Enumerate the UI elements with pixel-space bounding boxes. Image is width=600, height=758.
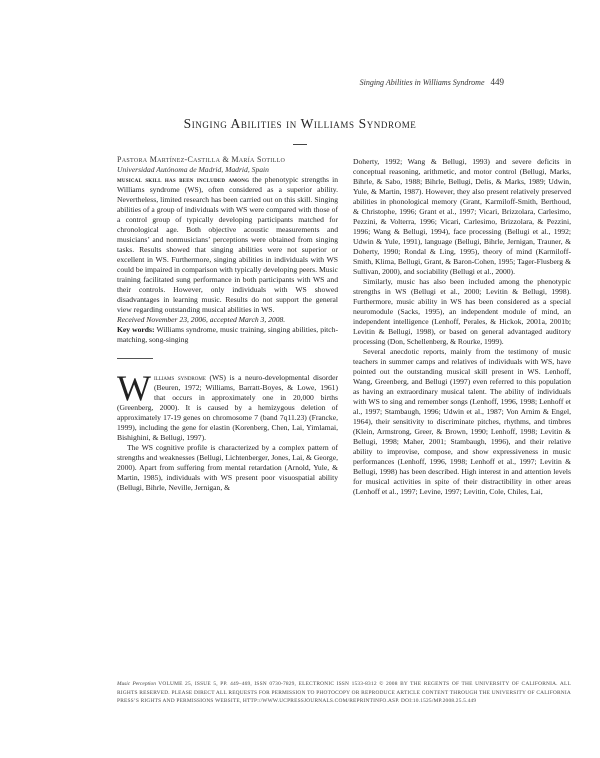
abstract-divider: [117, 358, 153, 359]
affiliation: Universidad Autónoma de Madrid, Madrid, Spain: [117, 165, 269, 174]
article-title: Singing Abilities in Williams Syndrome: [183, 116, 417, 131]
copyright-footer: [117, 680, 571, 706]
right-paragraph-3: Several anecdotic reports, mainly from the testimony of music teachers in summer camps and relatives of individuals with WS, have pointed out the outstanding musical skill present in WS. Lenhoff, Wang, Greenberg, and Bellugi (1997) even referred to this population as having an extraordinary musical talent. The ability of individuals with WS to sing and remember songs (Lenhoff, 1996, 1998; Lenhoff et al., 1997; Stambaugh, 1996; Udwin et al., 1987; Von Arnim & Engel, 1964), their sensitivity to discriminate pitches, rhythms, and timbres (Klein, Armstrong, Greer, & Brown, 1990; Lenhoff, 1998; Levitin & Bellugi, 1998; Maher, 2001; Stambaugh, 1996), and their relative ability to improvise, compose, and show expressiveness in music performances (Lenhoff, 1996, 1998; Lenhoff et al., 1997; Levitin & Bellugi, 1998) has been described. High interest in and attention levels for musical activities in spite of their distractibility in other areas (Lenhoff et al., 1997; Levine, 1997; Levitin, Cole, Chiles, Lai,: [353, 347, 571, 496]
right-column: [353, 157, 571, 497]
received-date: Received November 23, 2006, accepted March 3, 2008.: [117, 315, 286, 324]
intro-lead: illiams syndrome (WS): [153, 373, 226, 382]
footer-text: VOLUME 25, ISSUE 5, PP. 449–469, ISSN 0730-7829, ELECTRONIC ISSN 1533-8312 © 2008 BY THE REGENTS OF THE UNIVERSITY OF CALIFORNIA. ALL RIGHTS RESERVED. PLEASE DIRECT ALL REQUESTS FOR PERMISSION TO PHOTOCOPY OR REPRODUCE ARTICLE CONTENT THROUGH THE UNIVERSITY OF CALIFORNIA PRESS’S RIGHTS AND PERMISSIONS WEBSITE, HTTP://WWW.UCPRESSJOURNALS.COM/REPRINTINFO.ASP. DOI:10.1525/MP.2008.25.5.449: [117, 681, 571, 704]
abstract: [117, 175, 338, 315]
right-paragraph-2: Similarly, music has also been included among the phenotypic strengths in WS (Bellugi et al., 2000; Levitin & Bellugi, 1998). Furthermore, music ability in WS has been considered as a special neuromodule (Sacks, 1995), an independent module of mind, an independent intelligence (Lenhoff, Perales, & Hickok, 2001a, 2001b; Levitin & Bellugi, 1998), or based on general advantaged auditory processing (Don, Schellenberg, & Rourke, 1999).: [353, 277, 571, 346]
keywords: [117, 325, 338, 345]
abstract-text: the phenotypic strengths in Williams syndrome (WS), often considered as a superior ability. Nevertheless, limited research has been carried out on this skill. Singing abilities of a group of individuals with WS were compared with those of a control group of typically developing participants matched for chronological age. Both objective acoustic measurements and musicians’ and nonmusicians’ perceptions were obtained from singing tasks. Results showed that singing abilities were not superior or excellent in WS. Furthermore, singing abilities in individuals with WS could be impaired in comparison with typically developing peers. Music training facilitated sung performance in both participants with WS and their controls. However, only individuals with WS showed disadvantages in learning music. Results do not support the general view regarding outstanding musical abilities in WS.: [117, 175, 338, 314]
running-head: [360, 77, 504, 87]
intro-paragraph-1: [117, 368, 338, 443]
authors: Pastora Martínez-Castilla & María Sotillo: [117, 155, 286, 164]
page-number: 449: [490, 77, 504, 87]
left-column: [117, 155, 338, 493]
intro-paragraph-2: The WS cognitive profile is characterized by a complex pattern of strengths and weaknesses (Bellugi, Lichtenberger, Jones, Lai, & George, 2000). Apart from suffering from mental retardation (Arnold, Yule, & Martin, 1985), individuals with WS present poor visuospatial ability (Bellugi, Bihrle, Neville, Jernigan, &: [117, 443, 338, 492]
drop-cap: W: [117, 368, 151, 408]
keywords-label: Key words:: [117, 325, 155, 334]
running-head-title: Singing Abilities in Williams Syndrome: [359, 78, 485, 87]
abstract-lead: musical skill has been included among: [117, 175, 250, 184]
title-divider: [293, 144, 307, 145]
keywords-text: Williams syndrome, music training, singing abilities, pitch-matching, song-singing: [117, 325, 338, 344]
right-paragraph-1: Doherty, 1992; Wang & Bellugi, 1993) and severe deficits in conceptual reasoning, arithmetic, and motor control (Bellugi, Marks, Bihrle, & Sabo, 1988; Bihrle, Bellugi, Delis, & Marks, 1989; Udwin, Yule, & Martin, 1987). However, they also present relatively preserved abilities in phonological memory (Grant, Karmiloff-Smith, Berthoud, & Christophe, 1996; Grant et al., 1997; Vicari, Brizzolara, Carlesimo, Pezzini, & Volterra, 1996; Vicari, Carlesimo, Brizzolara, & Pezzini, 1996; Wang & Bellugi, 1994), face processing (Bellugi et al., 1992; Udwin & Yule, 1991), language (Bellugi, Bihrle, Jernigan, Trauner, & Doherty, 1990; Rondal & Ling, 1995), theory of mind (Karmiloff-Smith, Klima, Bellugi, Grant, & Baron-Cohen, 1995; Tager-Flusberg & Sullivan, 2000), and sociability (Bellugi et al., 2000).: [353, 157, 571, 276]
intro-text-1: is a neuro-developmental disorder (Beuren, 1972; Williams, Barratt-Boyes, & Lowe, 1961) that occurs in approximately one in 20,000 births (Greenberg, 2000). It is caused by a hemizygous deletion of approximately 17-19 genes on chromosome 7 (band 7q11.23) (Francke, 1999), including the gene for elastin (Korenberg, Chen, Lai, Yimlamai, Bishighini, & Bellugi, 1997).: [117, 373, 338, 442]
footer-journal: Music Perception: [117, 681, 156, 687]
